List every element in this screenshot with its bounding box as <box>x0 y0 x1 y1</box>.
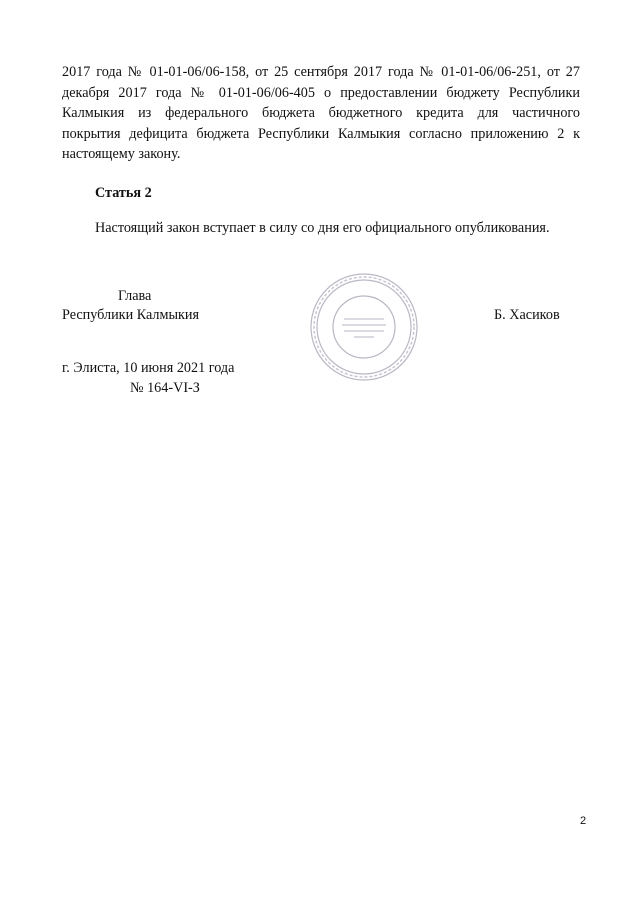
body-paragraph <box>62 62 580 165</box>
article-heading: Статья 2 <box>95 185 152 201</box>
paragraph-line: настоящему закону. <box>62 146 181 163</box>
paragraph-line: покрытия дефицита бюджета Республики Калмыкия согласно приложению 2 к <box>62 125 580 142</box>
law-number: № 164-VI-З <box>130 380 200 396</box>
article-text: Настоящий закон вступает в силу со дня его официального опубликования. <box>95 220 550 236</box>
issue-place-date: г. Элиста, 10 июня 2021 года <box>62 360 235 376</box>
official-seal <box>308 271 420 383</box>
paragraph-line: декабря 2017 года № 01-01-06/06-405 о предоставлении бюджету Республики <box>62 84 580 101</box>
signatory-organization: Республики Калмыкия <box>62 307 200 323</box>
signatory-title: Глава <box>118 288 152 304</box>
paragraph-line: Калмыкия из федерального бюджета бюджетного кредита для частичного <box>62 105 580 122</box>
signatory-name: Б. Хасиков <box>494 307 560 323</box>
paragraph-line: 2017 года № 01-01-06/06-158, от 25 сентября 2017 года № 01-01-06/06-251, от 27 <box>62 64 580 80</box>
page-number: 2 <box>580 815 587 827</box>
